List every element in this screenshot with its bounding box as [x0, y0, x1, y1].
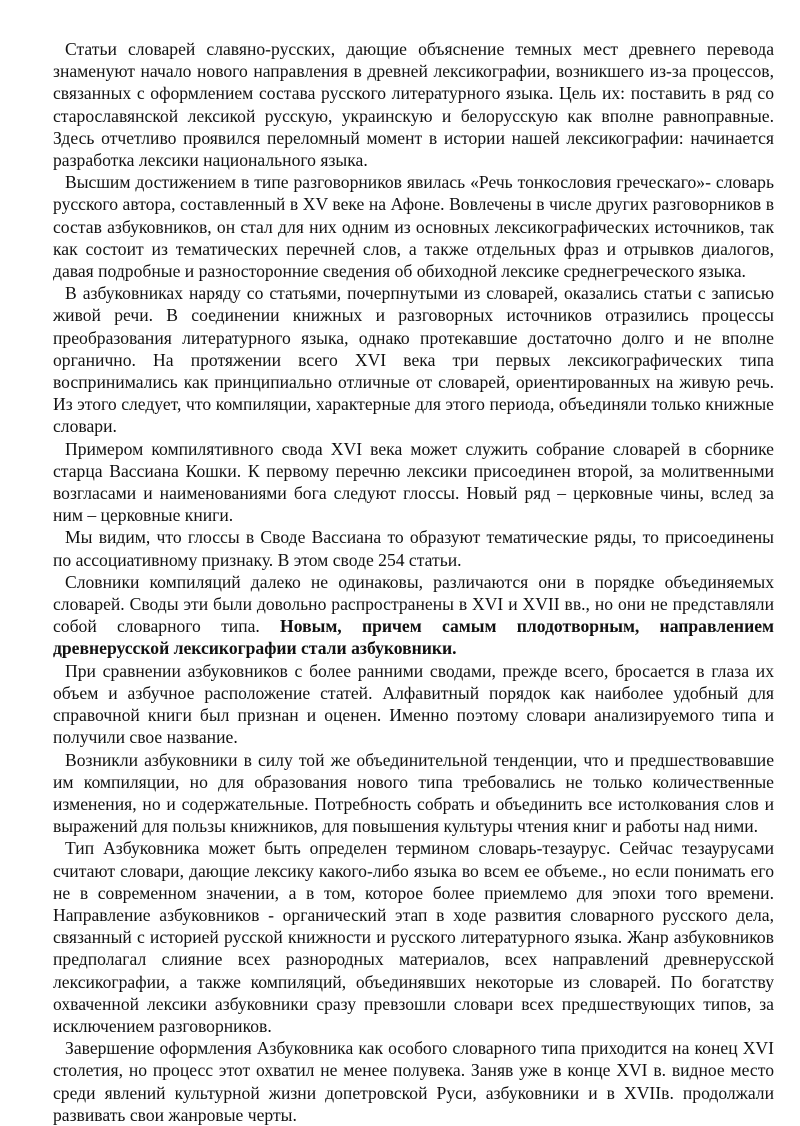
paragraph-2: [53, 171, 774, 282]
paragraph-text: Мы видим, что глоссы в Своде Вассиана то образуют тематические ряды, то присоединены по ассоциативному признаку. В этом своде 254 статьи.: [53, 527, 774, 570]
paragraph-5: [53, 526, 774, 570]
paragraph-text: Тип Азбуковника может быть определен термином словарь-тезаурус. Сейчас тезаурусами считают словари, дающие лексику какого-либо языка во всем ее объеме., но если понимать его не в современном значении, а в том, которое более приемлемо для эпохи того времени. Направление азбуковников - органический этап в ходе развития словарного русского дела, связанный с историей русской книжности и русского литературного языка. Жанр азбуковников предполагал слияние всех разнородных материалов, всех направлений древнерусской лексикографии, а также компиляций, объединявших некоторые из словарей. По богатству охваченной лексики азбуковники сразу превзошли словари всех предшествующих типов, за исключением разговорников.: [53, 838, 774, 1036]
paragraph-10: [53, 1037, 774, 1126]
paragraph-7: [53, 660, 774, 749]
paragraph-text: При сравнении азбуковников с более ранними сводами, прежде всего, бросается в глаза их объем и азбучное расположение статей. Алфавитный порядок как наиболее удобный для справочной книги был признан и оценен. Именно поэтому словари анализируемого типа и получили свое название.: [53, 660, 774, 748]
paragraph-text: Завершение оформления Азбуковника как особого словарного типа приходится на конец XVI столетия, но процесс этот охватил не менее полувека. Заняв уже в конце XVI в. видное место среди явлений культурной жизни допетровской Руси, азбуковники и в XVIIв. продолжали развивать свои жанровые черты.: [53, 1038, 774, 1125]
paragraph-text: Статьи словарей славяно-русских, дающие объяснение темных мест древнего перевода знаменуют начало нового направления в древней лексикографии, возникшего из-за процессов, связанных с оформлением состава русского литературного языка. Цель их: поставить в ряд со старославянской лексикой русскую, украинскую и белорусскую как вполне равноправные. Здесь отчетливо проявился переломный момент в истории нашей лексикографии: начинается разработка лексики национального языка.: [53, 39, 774, 171]
paragraph-8: [53, 749, 774, 838]
paragraph-9: [53, 837, 774, 1037]
paragraph-4: [53, 438, 774, 527]
paragraph-text: Примером компилятивного свода XVI века может служить собрание словарей в сборнике старца Вассиана Кошки. К первому перечню лексики присоединен второй, за молитвенными возгласами и наименованиями бога следуют глоссы. Новый ряд – церковные чины, вслед за ним – церковные книги.: [53, 438, 774, 526]
paragraph-1: [53, 38, 774, 171]
paragraph-6: [53, 571, 774, 660]
paragraph-text: Высшим достижением в типе разговорников явилась «Речь тонкословия греческаго»- словарь русского автора, составленный в XV веке на Афоне. Вовлечены в числе других разговорников в состав азбуковников, он стал для них одним из основных лексикографических источников, так как состоит из тематических перечней слов, а также отдельных фраз и отрывков диалогов, давая подробные и разносторонние сведения об обиходной лексике среднегреческого языка.: [53, 172, 774, 282]
paragraph-bold-text: Новым, причем самым плодотворным, направлением древнерусской лексикографии стали азбуковники.: [53, 616, 774, 659]
paragraph-3: [53, 282, 774, 437]
paragraph-text: Словники компиляций далеко не одинаковы, различаются они в порядке объединяемых словарей. Своды эти были довольно распространены в XVI и XVII вв., но они не представляли собой словарного типа.: [53, 571, 774, 637]
paragraph-text: Возникли азбуковники в силу той же объединительной тенденции, что и предшествовавшие им компиляции, но для образования нового типа требовались не только количественные изменения, но и содержательные. Потребность собрать и объединить все истолкования слов и выражений для пользы книжников, для повышения культуры чтения книг и работы над ними.: [53, 749, 774, 837]
paragraph-text: В азбуковниках наряду со статьями, почерпнутыми из словарей, оказались статьи с записью живой речи. В соединении книжных и разговорных источников отразились процессы преобразования литературного языка, однако протекавшие достаточно долго и не вполне органично. На протяжении всего XVI века три первых лексикографических типа воспринимались как принципиально отличные от словарей, ориентированных на живую речь. Из этого следует, что компиляции, характерные для этого периода, объединяли только книжные словари.: [53, 283, 774, 437]
